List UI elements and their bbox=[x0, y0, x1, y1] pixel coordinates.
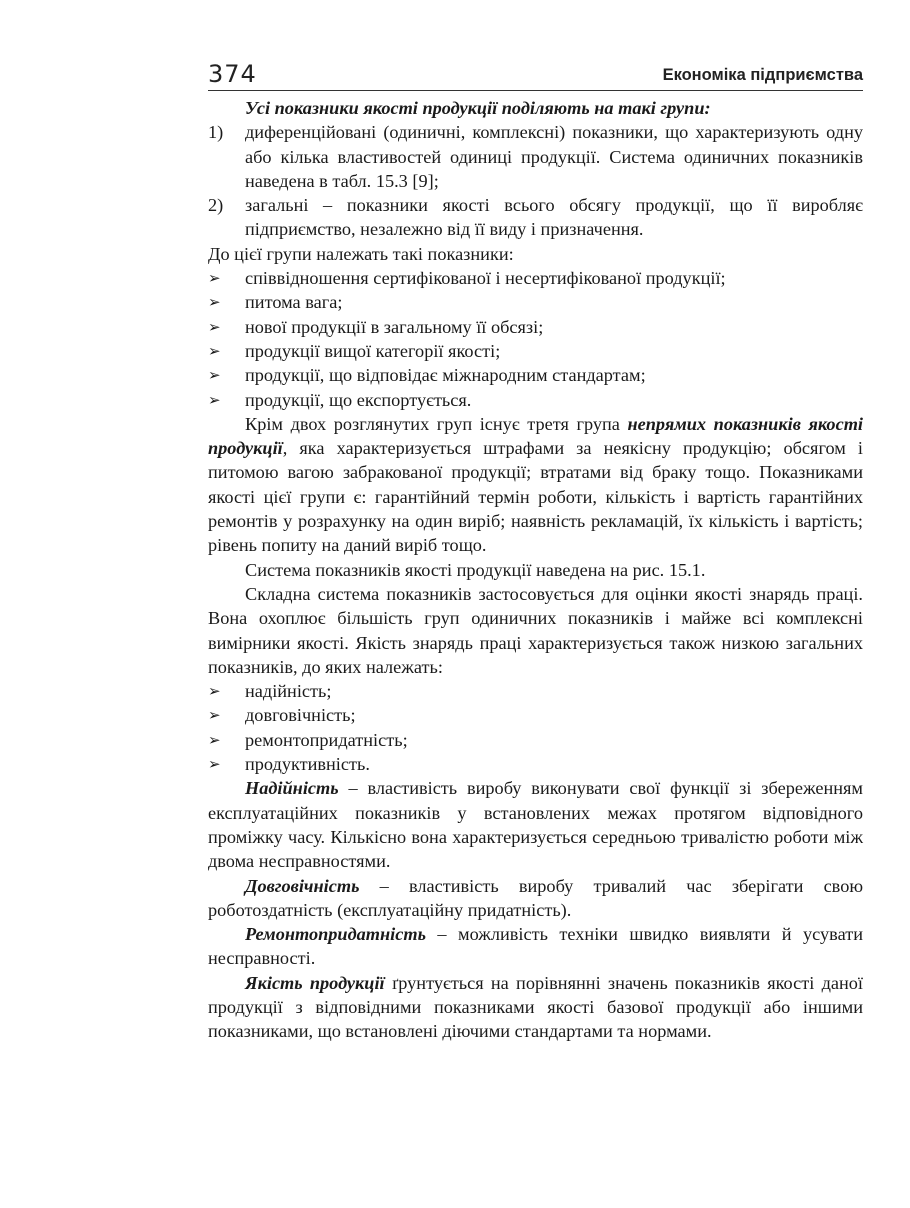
running-title: Економіка підприємства bbox=[662, 66, 863, 84]
definition-text: – можливість техніки швидко виявляти й усувати несправності. bbox=[208, 924, 863, 969]
definition-term: Довговічність bbox=[245, 875, 360, 896]
group-intro: До цієї групи належать такі показники: bbox=[208, 243, 514, 264]
list-item bbox=[208, 752, 863, 776]
list-item-text: продукції, що експортується. bbox=[245, 389, 472, 410]
item-number: 2) bbox=[208, 195, 224, 216]
list-item bbox=[208, 728, 863, 752]
list-item-text: довговічність; bbox=[245, 705, 356, 726]
page-header bbox=[208, 60, 863, 91]
definition-paragraph bbox=[208, 776, 863, 873]
definition-text: – властивість виробу тривалий час зберігати свою роботоздатність (експлуатаційну придатність). bbox=[208, 875, 863, 920]
arrow-bullet-icon: ➢ bbox=[208, 682, 221, 701]
definition-paragraph bbox=[208, 971, 863, 1044]
list-item-text: ремонтопридатність; bbox=[245, 729, 408, 750]
definition-text: – властивість виробу виконувати свої функції зі збереженням експлуатаційних показників у встановлених межах протягом відповідного проміжку часу. Кількісно вона характеризується середньою тривалістю роботи між двома несправностями. bbox=[208, 778, 863, 872]
intro-heading: Усі показники якості продукції поділяють на такі групи: bbox=[245, 98, 711, 118]
list-item bbox=[208, 679, 863, 703]
arrow-bullet-icon: ➢ bbox=[208, 317, 221, 336]
arrow-bullet-icon: ➢ bbox=[208, 706, 221, 725]
item-text: диференційовані (одиничні, комплексні) показники, що характеризують одну або кілька властивостей одиниці продукції. Система одиничних показників наведена в табл. 15.3 [9]; bbox=[245, 122, 863, 191]
definition-term: Надійність bbox=[245, 778, 339, 799]
definition-paragraph bbox=[208, 874, 863, 923]
list-item bbox=[208, 315, 863, 339]
list-item-text: питома вага; bbox=[245, 292, 343, 313]
complex-system-paragraph: Складна система показників застосовується для оцінки якості знарядь праці. Вона охоплює більшість груп одиничних показників і майже всі комплексні вимірники якості. Якість знарядь праці характеризується також низкою загальних показників, до яких належать: bbox=[208, 583, 863, 677]
numbered-item bbox=[208, 193, 863, 242]
definition-term: Якість продукції bbox=[245, 972, 385, 993]
list-item bbox=[208, 290, 863, 314]
item-number: 1) bbox=[208, 122, 224, 143]
list-item bbox=[208, 388, 863, 412]
definition-text: ґрунтується на порівнянні значень показників якості даної продукції з відповідними показниками якості базової продукції або іншими показниками, що встановлені діючими стандартами та нормами. bbox=[208, 972, 863, 1042]
text-run: , яка характеризується штрафами за неякісну продукцію; обсягом і питомою вагою забракованої продукції; втратами від браку тощо. Показниками якості цієї групи є: гарантійний термін роботи, кількість і вартість гарантійних ремонтів у розрахунку на один виріб; наявність рекламацій, їх кількість і вартість; рівень попиту на даний виріб тощо. bbox=[208, 438, 863, 556]
list-item bbox=[208, 339, 863, 363]
definition-paragraph bbox=[208, 922, 863, 971]
arrow-bullet-icon: ➢ bbox=[208, 390, 221, 409]
item-text: загальні – показники якості всього обсягу продукції, що її виробляє підприємство, незалежно від її виду і призначення. bbox=[245, 195, 863, 240]
list-item bbox=[208, 363, 863, 387]
text-run: Крім двох розглянутих груп існує третя група bbox=[245, 413, 628, 434]
numbered-item bbox=[208, 120, 863, 193]
arrow-bullet-icon: ➢ bbox=[208, 341, 221, 360]
list-item-text: продукції, що відповідає міжнародним стандартам; bbox=[245, 365, 646, 386]
list-item bbox=[208, 703, 863, 727]
arrow-bullet-icon: ➢ bbox=[208, 755, 221, 774]
third-group-paragraph bbox=[208, 412, 863, 558]
list-item bbox=[208, 266, 863, 290]
list-item-text: надійність; bbox=[245, 681, 332, 702]
arrow-bullet-icon: ➢ bbox=[208, 269, 221, 288]
list-item-text: співвідношення сертифікованої і несертифікованої продукції; bbox=[245, 268, 726, 289]
list-item-text: продуктивність. bbox=[245, 754, 370, 775]
definition-term: Ремонтопридатність bbox=[245, 924, 426, 945]
list-item-text: нової продукції в загальному її обсязі; bbox=[245, 316, 544, 337]
arrow-bullet-icon: ➢ bbox=[208, 730, 221, 749]
arrow-bullet-icon: ➢ bbox=[208, 293, 221, 312]
page-body bbox=[208, 96, 863, 1044]
page-number: 374 bbox=[208, 60, 257, 88]
list-item-text: продукції вищої категорії якості; bbox=[245, 340, 501, 361]
arrow-bullet-icon: ➢ bbox=[208, 366, 221, 385]
emphasized-term: непрямих показників якості продукції bbox=[208, 413, 863, 459]
system-reference-paragraph: Система показників якості продукції наведена на рис. 15.1. bbox=[245, 559, 706, 580]
